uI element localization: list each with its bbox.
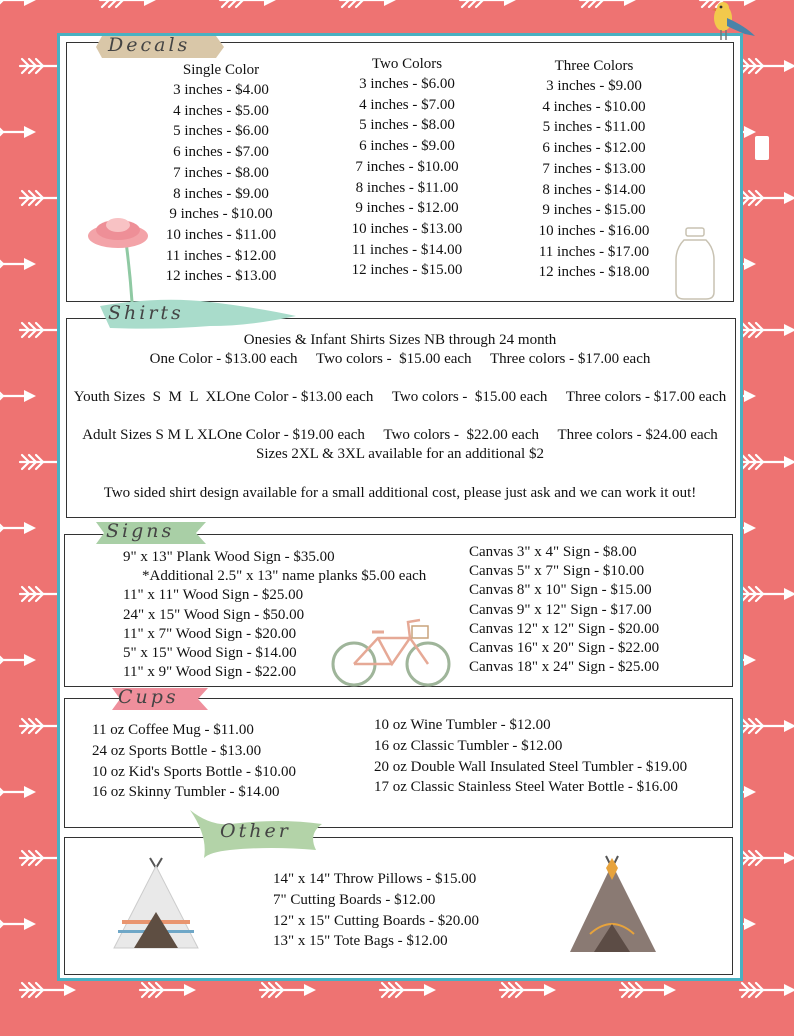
arrow-decoration <box>0 521 36 535</box>
other-item: 7" Cutting Boards - $12.00 <box>273 891 436 908</box>
canvas-sign-item: Canvas 18" x 24" Sign - $25.00 <box>469 659 660 676</box>
wood-sign-item: 11" x 7" Wood Sign - $20.00 <box>123 625 297 642</box>
wood-sign-item: 11" x 9" Wood Sign - $22.00 <box>123 664 297 681</box>
arrow-decoration <box>140 983 196 997</box>
cup-item: 20 oz Double Wall Insulated Steel Tumbler - $19.00 <box>374 758 688 775</box>
flower-icon <box>78 212 158 302</box>
wood-sign-item: *Additional 2.5" x 13" name planks $5.00 each <box>142 568 427 585</box>
arrow-decoration <box>20 983 76 997</box>
arrow-decoration <box>740 851 794 865</box>
teepee-left-icon <box>108 856 204 952</box>
other-item: 14" x 14" Throw Pillows - $15.00 <box>273 871 477 887</box>
arrow-decoration <box>0 653 36 667</box>
arrow-decoration <box>740 719 794 733</box>
cup-item: 24 oz Sports Bottle - $13.00 <box>92 742 262 759</box>
arrow-decoration <box>580 0 636 7</box>
decal-price-item: 8 inches - $9.00 <box>173 185 269 202</box>
wood-sign-item: 5" x 15" Wood Sign - $14.00 <box>123 645 297 661</box>
decal-price-item: 11 inches - $14.00 <box>351 241 463 258</box>
arrow-decoration <box>100 0 156 7</box>
cup-item: 11 oz Coffee Mug - $11.00 <box>92 722 254 738</box>
arrow-decoration <box>220 0 276 7</box>
decal-price-item: 7 inches - $8.00 <box>173 164 269 181</box>
arrow-decoration <box>340 0 396 7</box>
canvas-sign-item: Canvas 16" x 20" Sign - $22.00 <box>469 640 660 656</box>
decal-price-item: 5 inches - $6.00 <box>173 123 269 140</box>
cup-item: 16 oz Skinny Tumbler - $14.00 <box>92 784 280 801</box>
arrow-decoration <box>740 323 794 337</box>
signs-ribbon <box>96 518 206 548</box>
arrow-decoration <box>0 785 36 799</box>
canvas-sign-item: Canvas 5" x 7" Sign - $10.00 <box>469 563 645 580</box>
decal-price-item: 4 inches - $7.00 <box>359 96 455 113</box>
other-ribbon <box>190 806 322 860</box>
arrow-decoration <box>0 917 36 931</box>
canvas-sign-item: Canvas 3" x 4" Sign - $8.00 <box>469 544 637 560</box>
decal-price-item: 11 inches - $17.00 <box>538 243 650 260</box>
arrow-decoration <box>380 983 436 997</box>
decal-price-item: 7 inches - $13.00 <box>542 160 646 177</box>
decal-price-item: 6 inches - $9.00 <box>359 138 455 155</box>
decal-price-item: 6 inches - $12.00 <box>542 140 646 157</box>
arrow-decoration <box>0 0 36 7</box>
decal-price-item: 4 inches - $10.00 <box>542 98 646 115</box>
decal-price-item: 3 inches - $4.00 <box>173 82 269 98</box>
decal-price-item: 10 inches - $11.00 <box>165 226 277 243</box>
youth-sizes-line: Youth Sizes S M L XLOne Color - $13.00 each Two colors - $15.00 each Three colors - $17.00 each <box>73 389 727 405</box>
decal-price-item: 12 inches - $15.00 <box>351 262 463 279</box>
decal-price-item: 9 inches - $15.00 <box>542 202 646 219</box>
arrow-decoration <box>0 389 36 403</box>
shirts-header: Shirts <box>108 302 184 324</box>
teepee-right-icon <box>566 854 660 954</box>
cups-ribbon <box>112 684 208 714</box>
arrow-decoration <box>500 983 556 997</box>
arrow-decoration <box>740 587 794 601</box>
decals-column-title: Single Color <box>182 62 260 78</box>
other-item: 12" x 15" Cutting Boards - $20.00 <box>273 912 479 929</box>
decal-price-item: 10 inches - $13.00 <box>351 220 463 237</box>
jar-icon <box>672 226 718 302</box>
arrow-decoration <box>0 257 36 271</box>
decal-price-item: 10 inches - $16.00 <box>538 222 650 239</box>
decals-column-title: Two Colors <box>371 56 443 72</box>
decal-price-item: 7 inches - $10.00 <box>355 158 459 175</box>
cup-item: 16 oz Classic Tumbler - $12.00 <box>374 737 563 754</box>
decal-price-item: 5 inches - $11.00 <box>542 119 646 136</box>
cup-item: 10 oz Wine Tumbler - $12.00 <box>374 717 551 733</box>
arrow-decoration <box>0 125 36 139</box>
adult-sizes-line: Adult Sizes S M L XLOne Color - $19.00 each Two colors - $22.00 each Three colors - $24.00 each <box>82 427 718 443</box>
cup-item: 10 oz Kid's Sports Bottle - $10.00 <box>92 763 296 780</box>
arrow-decoration <box>740 191 794 205</box>
canvas-sign-item: Canvas 9" x 12" Sign - $17.00 <box>469 601 652 618</box>
wood-sign-item: 24" x 15" Wood Sign - $50.00 <box>123 606 305 623</box>
decal-price-item: 11 inches - $12.00 <box>165 247 277 264</box>
decal-price-item: 12 inches - $18.00 <box>538 264 650 281</box>
arrow-decoration <box>740 59 794 73</box>
decal-price-item: 9 inches - $10.00 <box>169 206 273 223</box>
tag-icon <box>755 136 769 160</box>
arrow-decoration <box>740 983 794 997</box>
decal-price-item: 8 inches - $11.00 <box>355 179 459 196</box>
canvas-sign-item: Canvas 12" x 12" Sign - $20.00 <box>469 620 660 637</box>
decal-price-item: 6 inches - $7.00 <box>173 144 269 161</box>
adult-extra-sizes: Sizes 2XL & 3XL available for an additional $2 <box>256 446 544 462</box>
wood-sign-item: 11" x 11" Wood Sign - $25.00 <box>123 587 304 604</box>
bicycle-icon <box>330 612 454 688</box>
signs-header: Signs <box>106 520 175 542</box>
onesies-title: Onesies & Infant Shirts Sizes NB through 24 month <box>243 332 557 348</box>
decals-column-title: Three Colors <box>554 58 634 74</box>
decal-price-item: 12 inches - $13.00 <box>165 268 277 285</box>
arrow-decoration <box>460 0 516 7</box>
decal-price-item: 8 inches - $14.00 <box>542 181 646 198</box>
wood-sign-item: 9" x 13" Plank Wood Sign - $35.00 <box>123 549 335 565</box>
arrow-decoration <box>740 455 794 469</box>
decal-price-item: 5 inches - $8.00 <box>359 117 455 134</box>
decals-ribbon <box>96 32 224 62</box>
cups-header: Cups <box>118 686 179 708</box>
arrow-decoration <box>620 983 676 997</box>
other-item: 13" x 15" Tote Bags - $12.00 <box>273 933 448 950</box>
arrow-decoration <box>260 983 316 997</box>
cup-item: 17 oz Classic Stainless Steel Water Bottle - $16.00 <box>374 779 678 796</box>
two-sided-note: Two sided shirt design available for a small additional cost, please just ask and we can work it out! <box>103 485 697 501</box>
onesies-prices: One Color - $13.00 each Two colors - $15.00 each Three colors - $17.00 each <box>149 351 651 367</box>
decals-header: Decals <box>108 34 191 56</box>
canvas-sign-item: Canvas 8" x 10" Sign - $15.00 <box>469 582 652 599</box>
decal-price-item: 4 inches - $5.00 <box>173 102 269 119</box>
decal-price-item: 3 inches - $9.00 <box>546 78 642 94</box>
other-header: Other <box>220 820 291 842</box>
decal-price-item: 9 inches - $12.00 <box>355 200 459 217</box>
decal-price-item: 3 inches - $6.00 <box>359 76 455 92</box>
